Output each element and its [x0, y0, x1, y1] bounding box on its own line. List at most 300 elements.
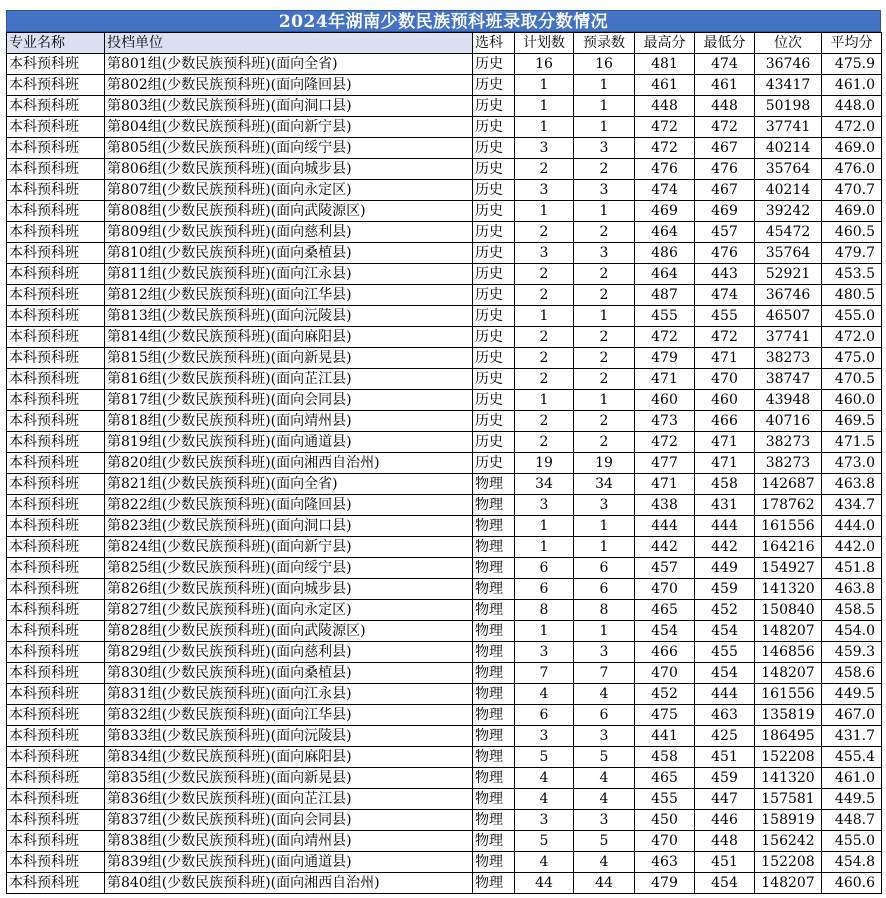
- cell-admitted[interactable]: 1: [574, 96, 635, 117]
- cell-average[interactable]: 479.7: [822, 243, 882, 264]
- cell-rank[interactable]: 45472: [755, 222, 822, 243]
- cell-unit[interactable]: 第811组(少数民族预科班)(面向江永县): [105, 264, 473, 285]
- cell-min[interactable]: 460: [695, 390, 755, 411]
- cell-rank[interactable]: 148207: [755, 873, 822, 894]
- cell-average[interactable]: 454.0: [822, 621, 882, 642]
- cell-average[interactable]: 469.5: [822, 411, 882, 432]
- cell-unit[interactable]: 第834组(少数民族预科班)(面向麻阳县): [105, 747, 473, 768]
- cell-rank[interactable]: 40214: [755, 138, 822, 159]
- cell-max[interactable]: 475: [635, 705, 695, 726]
- cell-plan[interactable]: 3: [515, 726, 574, 747]
- header-cell-average[interactable]: 平均分: [822, 33, 882, 54]
- cell-max[interactable]: 458: [635, 747, 695, 768]
- cell-plan[interactable]: 34: [515, 474, 574, 495]
- cell-major[interactable]: 本科预科班: [7, 75, 105, 96]
- cell-admitted[interactable]: 3: [574, 726, 635, 747]
- cell-min[interactable]: 454: [695, 663, 755, 684]
- cell-average[interactable]: 442.0: [822, 537, 882, 558]
- cell-rank[interactable]: 141320: [755, 579, 822, 600]
- cell-rank[interactable]: 40716: [755, 411, 822, 432]
- cell-subject[interactable]: 历史: [473, 369, 515, 390]
- cell-max[interactable]: 448: [635, 96, 695, 117]
- cell-min[interactable]: 467: [695, 138, 755, 159]
- cell-unit[interactable]: 第815组(少数民族预科班)(面向新晃县): [105, 348, 473, 369]
- cell-subject[interactable]: 物理: [473, 705, 515, 726]
- cell-plan[interactable]: 3: [515, 138, 574, 159]
- cell-unit[interactable]: 第808组(少数民族预科班)(面向武陵源区): [105, 201, 473, 222]
- cell-major[interactable]: 本科预科班: [7, 96, 105, 117]
- cell-plan[interactable]: 6: [515, 558, 574, 579]
- cell-min[interactable]: 469: [695, 201, 755, 222]
- cell-max[interactable]: 479: [635, 873, 695, 894]
- cell-admitted[interactable]: 44: [574, 873, 635, 894]
- cell-unit[interactable]: 第814组(少数民族预科班)(面向麻阳县): [105, 327, 473, 348]
- cell-subject[interactable]: 历史: [473, 96, 515, 117]
- cell-subject[interactable]: 历史: [473, 54, 515, 75]
- cell-subject[interactable]: 历史: [473, 180, 515, 201]
- cell-unit[interactable]: 第817组(少数民族预科班)(面向会同县): [105, 390, 473, 411]
- cell-min[interactable]: 454: [695, 621, 755, 642]
- cell-average[interactable]: 455.4: [822, 747, 882, 768]
- cell-unit[interactable]: 第818组(少数民族预科班)(面向靖州县): [105, 411, 473, 432]
- cell-rank[interactable]: 142687: [755, 474, 822, 495]
- cell-max[interactable]: 470: [635, 579, 695, 600]
- cell-major[interactable]: 本科预科班: [7, 852, 105, 873]
- cell-plan[interactable]: 3: [515, 243, 574, 264]
- cell-major[interactable]: 本科预科班: [7, 243, 105, 264]
- cell-admitted[interactable]: 1: [574, 516, 635, 537]
- cell-rank[interactable]: 156242: [755, 831, 822, 852]
- cell-average[interactable]: 469.0: [822, 201, 882, 222]
- cell-max[interactable]: 464: [635, 264, 695, 285]
- cell-max[interactable]: 466: [635, 642, 695, 663]
- cell-major[interactable]: 本科预科班: [7, 726, 105, 747]
- cell-major[interactable]: 本科预科班: [7, 348, 105, 369]
- cell-min[interactable]: 474: [695, 54, 755, 75]
- cell-max[interactable]: 455: [635, 306, 695, 327]
- cell-admitted[interactable]: 1: [574, 117, 635, 138]
- cell-major[interactable]: 本科预科班: [7, 180, 105, 201]
- cell-rank[interactable]: 154927: [755, 558, 822, 579]
- cell-rank[interactable]: 38747: [755, 369, 822, 390]
- cell-major[interactable]: 本科预科班: [7, 285, 105, 306]
- cell-min[interactable]: 466: [695, 411, 755, 432]
- cell-plan[interactable]: 1: [515, 96, 574, 117]
- cell-plan[interactable]: 1: [515, 117, 574, 138]
- cell-rank[interactable]: 161556: [755, 684, 822, 705]
- cell-unit[interactable]: 第823组(少数民族预科班)(面向洞口县): [105, 516, 473, 537]
- cell-major[interactable]: 本科预科班: [7, 579, 105, 600]
- cell-major[interactable]: 本科预科班: [7, 831, 105, 852]
- cell-max[interactable]: 481: [635, 54, 695, 75]
- cell-min[interactable]: 451: [695, 747, 755, 768]
- cell-unit[interactable]: 第833组(少数民族预科班)(面向沅陵县): [105, 726, 473, 747]
- cell-plan[interactable]: 1: [515, 516, 574, 537]
- cell-rank[interactable]: 50198: [755, 96, 822, 117]
- cell-major[interactable]: 本科预科班: [7, 495, 105, 516]
- cell-max[interactable]: 470: [635, 663, 695, 684]
- cell-admitted[interactable]: 7: [574, 663, 635, 684]
- cell-subject[interactable]: 物理: [473, 621, 515, 642]
- cell-admitted[interactable]: 3: [574, 495, 635, 516]
- cell-unit[interactable]: 第821组(少数民族预科班)(面向全省): [105, 474, 473, 495]
- cell-major[interactable]: 本科预科班: [7, 327, 105, 348]
- cell-average[interactable]: 461.0: [822, 75, 882, 96]
- cell-subject[interactable]: 物理: [473, 726, 515, 747]
- cell-max[interactable]: 444: [635, 516, 695, 537]
- cell-rank[interactable]: 39242: [755, 201, 822, 222]
- cell-min[interactable]: 444: [695, 684, 755, 705]
- cell-average[interactable]: 460.5: [822, 222, 882, 243]
- cell-min[interactable]: 471: [695, 453, 755, 474]
- cell-plan[interactable]: 2: [515, 327, 574, 348]
- cell-unit[interactable]: 第822组(少数民族预科班)(面向隆回县): [105, 495, 473, 516]
- cell-unit[interactable]: 第803组(少数民族预科班)(面向洞口县): [105, 96, 473, 117]
- cell-rank[interactable]: 135819: [755, 705, 822, 726]
- cell-average[interactable]: 449.5: [822, 789, 882, 810]
- cell-major[interactable]: 本科预科班: [7, 747, 105, 768]
- cell-rank[interactable]: 146856: [755, 642, 822, 663]
- cell-unit[interactable]: 第804组(少数民族预科班)(面向新宁县): [105, 117, 473, 138]
- cell-average[interactable]: 473.0: [822, 453, 882, 474]
- cell-admitted[interactable]: 1: [574, 201, 635, 222]
- cell-average[interactable]: 472.0: [822, 327, 882, 348]
- cell-admitted[interactable]: 3: [574, 180, 635, 201]
- cell-admitted[interactable]: 1: [574, 75, 635, 96]
- cell-major[interactable]: 本科预科班: [7, 810, 105, 831]
- cell-subject[interactable]: 历史: [473, 264, 515, 285]
- cell-plan[interactable]: 1: [515, 390, 574, 411]
- cell-max[interactable]: 442: [635, 537, 695, 558]
- cell-max[interactable]: 470: [635, 831, 695, 852]
- cell-rank[interactable]: 186495: [755, 726, 822, 747]
- cell-admitted[interactable]: 4: [574, 852, 635, 873]
- cell-unit[interactable]: 第806组(少数民族预科班)(面向城步县): [105, 159, 473, 180]
- cell-major[interactable]: 本科预科班: [7, 117, 105, 138]
- cell-min[interactable]: 448: [695, 96, 755, 117]
- cell-min[interactable]: 461: [695, 75, 755, 96]
- cell-admitted[interactable]: 3: [574, 138, 635, 159]
- cell-subject[interactable]: 物理: [473, 768, 515, 789]
- cell-unit[interactable]: 第819组(少数民族预科班)(面向通道县): [105, 432, 473, 453]
- cell-max[interactable]: 465: [635, 768, 695, 789]
- cell-min[interactable]: 443: [695, 264, 755, 285]
- cell-average[interactable]: 444.0: [822, 516, 882, 537]
- cell-average[interactable]: 451.8: [822, 558, 882, 579]
- cell-plan[interactable]: 6: [515, 705, 574, 726]
- cell-rank[interactable]: 158919: [755, 810, 822, 831]
- cell-unit[interactable]: 第832组(少数民族预科班)(面向江华县): [105, 705, 473, 726]
- cell-plan[interactable]: 5: [515, 831, 574, 852]
- cell-max[interactable]: 464: [635, 222, 695, 243]
- cell-max[interactable]: 461: [635, 75, 695, 96]
- cell-rank[interactable]: 152208: [755, 747, 822, 768]
- cell-average[interactable]: 475.9: [822, 54, 882, 75]
- cell-plan[interactable]: 3: [515, 810, 574, 831]
- cell-unit[interactable]: 第820组(少数民族预科班)(面向湘西自治州): [105, 453, 473, 474]
- cell-major[interactable]: 本科预科班: [7, 663, 105, 684]
- cell-admitted[interactable]: 1: [574, 621, 635, 642]
- cell-major[interactable]: 本科预科班: [7, 600, 105, 621]
- cell-admitted[interactable]: 6: [574, 579, 635, 600]
- cell-max[interactable]: 469: [635, 201, 695, 222]
- cell-major[interactable]: 本科预科班: [7, 705, 105, 726]
- cell-max[interactable]: 452: [635, 684, 695, 705]
- cell-plan[interactable]: 5: [515, 747, 574, 768]
- cell-unit[interactable]: 第831组(少数民族预科班)(面向江永县): [105, 684, 473, 705]
- cell-subject[interactable]: 物理: [473, 810, 515, 831]
- cell-unit[interactable]: 第829组(少数民族预科班)(面向慈利县): [105, 642, 473, 663]
- cell-average[interactable]: 463.8: [822, 474, 882, 495]
- cell-unit[interactable]: 第812组(少数民族预科班)(面向江华县): [105, 285, 473, 306]
- cell-unit[interactable]: 第837组(少数民族预科班)(面向会同县): [105, 810, 473, 831]
- cell-admitted[interactable]: 8: [574, 600, 635, 621]
- cell-max[interactable]: 479: [635, 348, 695, 369]
- cell-min[interactable]: 472: [695, 117, 755, 138]
- cell-subject[interactable]: 历史: [473, 306, 515, 327]
- cell-average[interactable]: 463.8: [822, 579, 882, 600]
- cell-unit[interactable]: 第838组(少数民族预科班)(面向靖州县): [105, 831, 473, 852]
- cell-plan[interactable]: 1: [515, 621, 574, 642]
- header-cell-admitted[interactable]: 预录数: [574, 33, 635, 54]
- cell-average[interactable]: 434.7: [822, 495, 882, 516]
- cell-admitted[interactable]: 4: [574, 789, 635, 810]
- cell-plan[interactable]: 2: [515, 285, 574, 306]
- cell-major[interactable]: 本科预科班: [7, 558, 105, 579]
- cell-rank[interactable]: 150840: [755, 600, 822, 621]
- cell-rank[interactable]: 178762: [755, 495, 822, 516]
- cell-max[interactable]: 473: [635, 411, 695, 432]
- cell-max[interactable]: 486: [635, 243, 695, 264]
- cell-min[interactable]: 459: [695, 768, 755, 789]
- cell-rank[interactable]: 148207: [755, 621, 822, 642]
- cell-max[interactable]: 455: [635, 789, 695, 810]
- cell-plan[interactable]: 2: [515, 369, 574, 390]
- cell-average[interactable]: 454.8: [822, 852, 882, 873]
- cell-rank[interactable]: 35764: [755, 243, 822, 264]
- cell-major[interactable]: 本科预科班: [7, 390, 105, 411]
- cell-plan[interactable]: 2: [515, 264, 574, 285]
- cell-average[interactable]: 461.0: [822, 768, 882, 789]
- cell-admitted[interactable]: 5: [574, 831, 635, 852]
- cell-plan[interactable]: 1: [515, 306, 574, 327]
- cell-major[interactable]: 本科预科班: [7, 54, 105, 75]
- cell-major[interactable]: 本科预科班: [7, 768, 105, 789]
- cell-admitted[interactable]: 3: [574, 810, 635, 831]
- cell-subject[interactable]: 历史: [473, 453, 515, 474]
- cell-subject[interactable]: 物理: [473, 684, 515, 705]
- cell-unit[interactable]: 第825组(少数民族预科班)(面向绥宁县): [105, 558, 473, 579]
- cell-min[interactable]: 476: [695, 243, 755, 264]
- cell-major[interactable]: 本科预科班: [7, 684, 105, 705]
- cell-unit[interactable]: 第839组(少数民族预科班)(面向通道县): [105, 852, 473, 873]
- cell-admitted[interactable]: 2: [574, 159, 635, 180]
- cell-admitted[interactable]: 1: [574, 537, 635, 558]
- cell-subject[interactable]: 物理: [473, 873, 515, 894]
- cell-admitted[interactable]: 6: [574, 705, 635, 726]
- cell-rank[interactable]: 43948: [755, 390, 822, 411]
- cell-admitted[interactable]: 2: [574, 411, 635, 432]
- cell-subject[interactable]: 物理: [473, 852, 515, 873]
- cell-unit[interactable]: 第828组(少数民族预科班)(面向武陵源区): [105, 621, 473, 642]
- cell-unit[interactable]: 第810组(少数民族预科班)(面向桑植县): [105, 243, 473, 264]
- cell-max[interactable]: 450: [635, 810, 695, 831]
- cell-average[interactable]: 448.7: [822, 810, 882, 831]
- cell-subject[interactable]: 历史: [473, 222, 515, 243]
- cell-subject[interactable]: 历史: [473, 138, 515, 159]
- cell-rank[interactable]: 43417: [755, 75, 822, 96]
- cell-min[interactable]: 457: [695, 222, 755, 243]
- cell-unit[interactable]: 第824组(少数民族预科班)(面向新宁县): [105, 537, 473, 558]
- cell-min[interactable]: 447: [695, 789, 755, 810]
- cell-plan[interactable]: 44: [515, 873, 574, 894]
- cell-subject[interactable]: 物理: [473, 516, 515, 537]
- cell-plan[interactable]: 4: [515, 684, 574, 705]
- cell-admitted[interactable]: 2: [574, 432, 635, 453]
- cell-rank[interactable]: 38273: [755, 453, 822, 474]
- cell-max[interactable]: 463: [635, 852, 695, 873]
- cell-major[interactable]: 本科预科班: [7, 621, 105, 642]
- cell-average[interactable]: 453.5: [822, 264, 882, 285]
- cell-unit[interactable]: 第807组(少数民族预科班)(面向永定区): [105, 180, 473, 201]
- cell-unit[interactable]: 第830组(少数民族预科班)(面向桑植县): [105, 663, 473, 684]
- cell-subject[interactable]: 历史: [473, 117, 515, 138]
- cell-admitted[interactable]: 1: [574, 306, 635, 327]
- cell-admitted[interactable]: 4: [574, 684, 635, 705]
- cell-plan[interactable]: 3: [515, 180, 574, 201]
- cell-min[interactable]: 463: [695, 705, 755, 726]
- cell-major[interactable]: 本科预科班: [7, 138, 105, 159]
- cell-admitted[interactable]: 3: [574, 642, 635, 663]
- cell-subject[interactable]: 历史: [473, 432, 515, 453]
- cell-unit[interactable]: 第802组(少数民族预科班)(面向隆回县): [105, 75, 473, 96]
- cell-rank[interactable]: 37741: [755, 117, 822, 138]
- cell-plan[interactable]: 2: [515, 159, 574, 180]
- cell-subject[interactable]: 物理: [473, 537, 515, 558]
- cell-min[interactable]: 467: [695, 180, 755, 201]
- cell-admitted[interactable]: 2: [574, 285, 635, 306]
- cell-average[interactable]: 460.0: [822, 390, 882, 411]
- cell-plan[interactable]: 19: [515, 453, 574, 474]
- cell-major[interactable]: 本科预科班: [7, 369, 105, 390]
- cell-unit[interactable]: 第826组(少数民族预科班)(面向城步县): [105, 579, 473, 600]
- cell-admitted[interactable]: 16: [574, 54, 635, 75]
- cell-plan[interactable]: 2: [515, 348, 574, 369]
- cell-rank[interactable]: 38273: [755, 348, 822, 369]
- cell-plan[interactable]: 4: [515, 789, 574, 810]
- cell-major[interactable]: 本科预科班: [7, 873, 105, 894]
- cell-rank[interactable]: 40214: [755, 180, 822, 201]
- cell-admitted[interactable]: 4: [574, 768, 635, 789]
- cell-admitted[interactable]: 6: [574, 558, 635, 579]
- cell-max[interactable]: 454: [635, 621, 695, 642]
- cell-max[interactable]: 477: [635, 453, 695, 474]
- cell-subject[interactable]: 物理: [473, 558, 515, 579]
- cell-rank[interactable]: 164216: [755, 537, 822, 558]
- cell-plan[interactable]: 1: [515, 537, 574, 558]
- cell-average[interactable]: 467.0: [822, 705, 882, 726]
- cell-average[interactable]: 471.5: [822, 432, 882, 453]
- cell-plan[interactable]: 3: [515, 495, 574, 516]
- cell-min[interactable]: 454: [695, 873, 755, 894]
- cell-major[interactable]: 本科预科班: [7, 789, 105, 810]
- cell-max[interactable]: 460: [635, 390, 695, 411]
- cell-min[interactable]: 470: [695, 369, 755, 390]
- cell-unit[interactable]: 第805组(少数民族预科班)(面向绥宁县): [105, 138, 473, 159]
- cell-min[interactable]: 448: [695, 831, 755, 852]
- cell-average[interactable]: 480.5: [822, 285, 882, 306]
- cell-max[interactable]: 487: [635, 285, 695, 306]
- cell-min[interactable]: 476: [695, 159, 755, 180]
- cell-subject[interactable]: 历史: [473, 411, 515, 432]
- cell-min[interactable]: 474: [695, 285, 755, 306]
- cell-major[interactable]: 本科预科班: [7, 474, 105, 495]
- cell-plan[interactable]: 4: [515, 768, 574, 789]
- header-cell-major[interactable]: 专业名称: [7, 33, 105, 54]
- cell-rank[interactable]: 148207: [755, 663, 822, 684]
- cell-min[interactable]: 452: [695, 600, 755, 621]
- header-cell-min[interactable]: 最低分: [695, 33, 755, 54]
- cell-major[interactable]: 本科预科班: [7, 537, 105, 558]
- cell-average[interactable]: 469.0: [822, 138, 882, 159]
- cell-max[interactable]: 438: [635, 495, 695, 516]
- cell-max[interactable]: 471: [635, 474, 695, 495]
- cell-plan[interactable]: 1: [515, 75, 574, 96]
- cell-plan[interactable]: 4: [515, 852, 574, 873]
- cell-major[interactable]: 本科预科班: [7, 306, 105, 327]
- cell-average[interactable]: 455.0: [822, 306, 882, 327]
- cell-rank[interactable]: 46507: [755, 306, 822, 327]
- cell-admitted[interactable]: 2: [574, 264, 635, 285]
- cell-average[interactable]: 459.3: [822, 642, 882, 663]
- cell-min[interactable]: 431: [695, 495, 755, 516]
- cell-admitted[interactable]: 34: [574, 474, 635, 495]
- cell-subject[interactable]: 历史: [473, 243, 515, 264]
- cell-rank[interactable]: 161556: [755, 516, 822, 537]
- cell-major[interactable]: 本科预科班: [7, 201, 105, 222]
- cell-admitted[interactable]: 1: [574, 390, 635, 411]
- cell-rank[interactable]: 141320: [755, 768, 822, 789]
- header-cell-unit[interactable]: 投档单位: [105, 33, 473, 54]
- cell-subject[interactable]: 物理: [473, 474, 515, 495]
- cell-average[interactable]: 431.7: [822, 726, 882, 747]
- cell-major[interactable]: 本科预科班: [7, 432, 105, 453]
- cell-max[interactable]: 472: [635, 138, 695, 159]
- cell-subject[interactable]: 历史: [473, 327, 515, 348]
- cell-admitted[interactable]: 2: [574, 348, 635, 369]
- cell-admitted[interactable]: 3: [574, 243, 635, 264]
- cell-unit[interactable]: 第836组(少数民族预科班)(面向芷江县): [105, 789, 473, 810]
- cell-min[interactable]: 455: [695, 642, 755, 663]
- cell-admitted[interactable]: 2: [574, 369, 635, 390]
- header-cell-plan[interactable]: 计划数: [515, 33, 574, 54]
- cell-unit[interactable]: 第813组(少数民族预科班)(面向沅陵县): [105, 306, 473, 327]
- cell-plan[interactable]: 2: [515, 411, 574, 432]
- cell-average[interactable]: 458.5: [822, 600, 882, 621]
- cell-unit[interactable]: 第827组(少数民族预科班)(面向永定区): [105, 600, 473, 621]
- cell-unit[interactable]: 第816组(少数民族预科班)(面向芷江县): [105, 369, 473, 390]
- cell-min[interactable]: 458: [695, 474, 755, 495]
- cell-rank[interactable]: 36746: [755, 285, 822, 306]
- cell-plan[interactable]: 6: [515, 579, 574, 600]
- cell-max[interactable]: 441: [635, 726, 695, 747]
- cell-min[interactable]: 425: [695, 726, 755, 747]
- cell-unit[interactable]: 第840组(少数民族预科班)(面向湘西自治州): [105, 873, 473, 894]
- cell-min[interactable]: 471: [695, 348, 755, 369]
- cell-max[interactable]: 476: [635, 159, 695, 180]
- cell-major[interactable]: 本科预科班: [7, 159, 105, 180]
- cell-max[interactable]: 472: [635, 432, 695, 453]
